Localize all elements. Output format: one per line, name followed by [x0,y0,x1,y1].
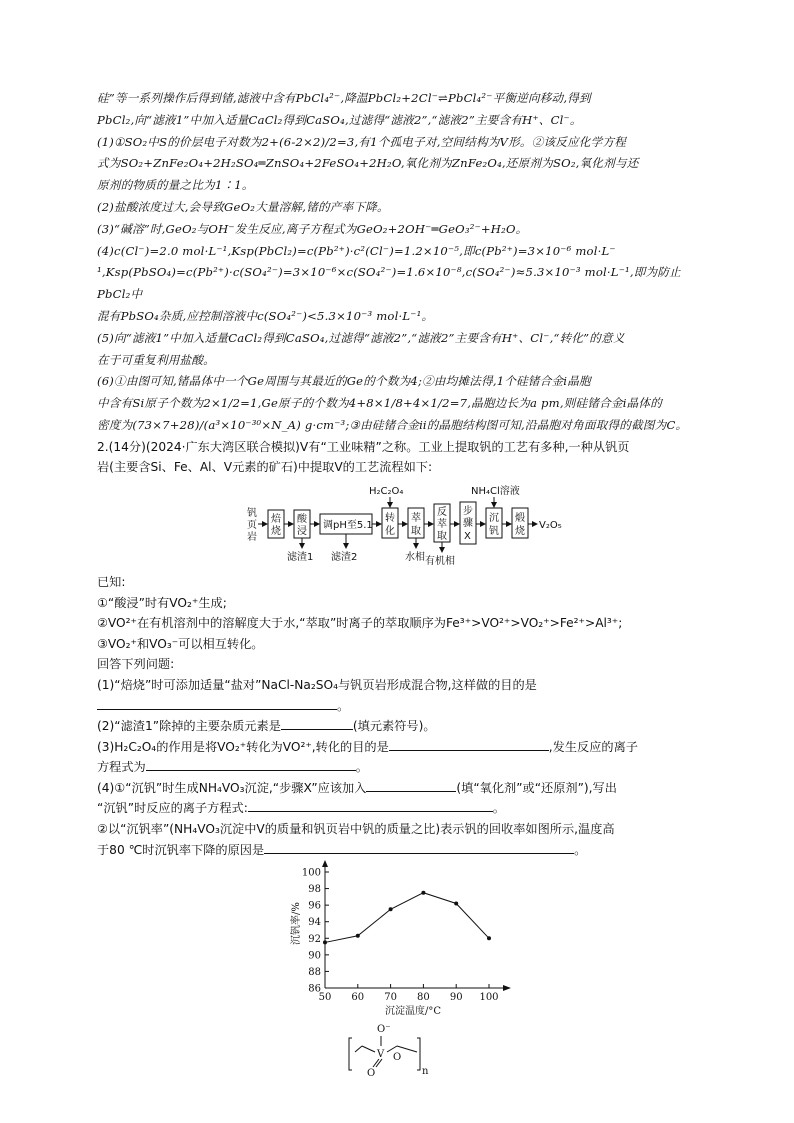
chart-axes [302,860,511,1003]
item-3b: 方程式为 。 [97,760,368,775]
item-3: (3)H₂C₂O₄的作用是将VO₂⁺转化为VO²⁺,转化的目的是 ,发生反应的离子 [97,739,638,754]
item-4b: “沉钒”时反应的离子方程式: 。 [97,801,505,816]
data-point [323,941,327,945]
question-intro: 岩(主要含Si、Fe、Al、V元素的矿石)中提取V的工艺流程如下: [97,460,433,475]
svg-text:煅: 煅 [515,512,525,524]
known-title: 已知: [97,574,126,589]
y-tick-label: 88 [308,967,321,979]
svg-text:调pH至5.1: 调pH至5.1 [323,519,373,531]
data-point [389,908,393,912]
solution-line: (4)c(Cl⁻)=2.0 mol·L⁻¹,Ksp(PbCl₂)=c(Pb²⁺)·c²(Cl⁻)=1.2×10⁻⁵,即c(Pb²⁺)=3×10⁻⁶ mol·L⁻ [97,243,616,258]
chart-svg [97,860,697,1120]
solution-line: (5)向“滤液1”中加入适量CaCl₂得到CaSO₄,过滤得“滤液2”,“滤液2”主要含有H⁺、Cl⁻,“转化”的意义 [97,330,625,345]
solution-line: (1)①SO₂中S的价层电子对数为2+(6-2×2)/2=3,有1个孤电子对,空间结构为V形。②该反应化学方程 [97,134,627,149]
flow-reagent: NH₄Cl溶液 [471,485,520,497]
y-axis-arrow [322,860,328,867]
solution-line: 硅”等一系列操作后得到锗,滤液中含有PbCl₄²⁻,降温PbCl₂+2Cl⁻⇌PbCl₄²⁻平衡逆向移动,得到 [97,91,591,105]
svg-text:萃: 萃 [437,518,447,530]
answer-blank[interactable] [264,841,574,854]
solution-line: 中含有Si原子个数为2×1/2=1,Ge原子的个数为4+8×1/8+4×1/2=7,晶胞边长为a pm,则硅锗合金ⅰ晶体的 [97,396,663,411]
svg-text:转: 转 [385,512,395,524]
question-intro: 2.(14分)(2024·广东大湾区联合模拟)V有“工业味精”之称。工业上提取钒的工艺有多种,一种从钒页 [97,439,630,454]
svg-text:浸: 浸 [297,525,307,537]
ask-title: 回答下列问题: [97,657,175,672]
solution-text [97,88,697,437]
y-tick-label: 86 [308,983,321,995]
flow-input-char: 岩 [247,531,257,543]
svg-text:萃: 萃 [411,512,421,524]
svg-text:酸: 酸 [297,513,307,525]
flow-input-char: 钒 [247,507,257,519]
solution-line: 密度为(73×7+28)/(a³×10⁻³⁰×N_A) g·cm⁻³;③由硅锗合金ⅱ的晶胞结构图可知,沿晶胞对角面取得的截图为C。 [97,417,688,432]
flow-output: 滤渣2 [331,551,358,563]
solution-line: ¹,Ksp(PbSO₄)=c(Pb²⁺)·c(SO₄²⁻)=3×10⁻⁶×c(SO₄²⁻)=1.6×10⁻⁸,c(SO₄²⁻)≈5.3×10⁻³ mol·L⁻¹,即为防止PbCl₂中 [97,265,681,302]
svg-text:钒: 钒 [489,525,499,537]
structure-label: O [367,1068,376,1080]
y-tick-label: 100 [301,867,321,879]
flow-step-label: 焙 [271,513,281,525]
solution-line: PbCl₂,向“滤液1”中加入适量CaCl₂得到CaSO₄,过滤得“滤液2”,“滤液2”主要含有H⁺、Cl⁻。 [97,112,582,127]
structure-label: V [377,1049,385,1061]
svg-text:沉: 沉 [489,512,499,524]
item-4d: 于80 ℃时沉钒率下降的原因是 。 [97,842,587,857]
known-item: ①“酸浸”时有VO₂⁺生成; [97,595,227,610]
svg-text:化: 化 [385,525,395,537]
y-tick-label: 94 [308,917,321,929]
precipitation-rate-chart [97,860,697,1120]
data-point [487,937,491,941]
chart-series [323,891,491,945]
answer-blank[interactable] [366,779,456,792]
x-axis-arrow [503,985,511,991]
known-item: ②VO²⁺在有机溶剂中的溶解度大于水,“萃取”时离子的萃取顺序为Fe³⁺>VO²⁺>VO₂⁺>Fe²⁺>Al³⁺; [97,616,623,631]
series-line [325,893,489,943]
known-item: ③VO₂⁺和VO₃⁻可以相互转化。 [97,636,264,651]
svg-text:烧: 烧 [515,525,525,537]
flow-output: 滤渣1 [287,551,314,563]
data-point [356,934,360,938]
polymer-structure [349,1024,429,1079]
x-tick-label: 90 [449,992,463,1004]
svg-text:步: 步 [463,505,473,517]
data-point [454,902,458,906]
y-axis-label: 沉钒率/% [291,902,302,946]
page-content [97,88,697,1120]
item-2: (2)“滤渣1”除掉的主要杂质元素是 (填元素符号)。 [97,719,436,734]
y-tick-label: 98 [308,884,321,896]
solution-line: (3)“碱溶”时,GeO₂与OH⁻发生反应,离子方程式为GeO₂+2OH⁻═GeO₃²⁻+H₂O。 [97,221,528,236]
flow-reagent: H₂C₂O₄ [369,485,404,497]
x-axis-label: 沉淀温度/°C [384,1006,442,1018]
item-1-answer: 。 [97,696,697,717]
data-point [421,891,425,895]
process-flow-diagram [97,480,697,566]
item-1: (1)“焙烧”时可添加适量“盐对”NaCl-Na₂SO₄与钒页岩形成混合物,这样做的目的是 [97,677,537,692]
question-2 [97,437,697,1121]
solution-line: 在于可重复利用盐酸。 [97,352,215,367]
flow-product: V₂O₅ [539,519,562,531]
solution-line: (6)①由图可知,锗晶体中一个Ge周围与其最近的Ge的个数为4;②由均摊法得,1个硅锗合金ⅰ晶胞 [97,374,591,389]
svg-text:反: 反 [437,506,447,518]
y-tick-label: 96 [308,900,321,912]
svg-text:取: 取 [411,525,421,537]
item-4: (4)①“沉钒”时生成NH₄VO₃沉淀,“步骤X”应该加入 (填“氧化剂”或“还原剂”),写出 [97,780,617,795]
answer-blank[interactable] [248,799,493,812]
solution-line: 式为SO₂+ZnFe₂O₄+2H₂SO₄═ZnSO₄+2FeSO₄+2H₂O,氧化剂为ZnFe₂O₄,还原剂为SO₂,氧化剂与还 [97,156,639,171]
flow-step-label: 烧 [271,525,281,537]
y-tick-label: 92 [308,934,321,946]
structure-label: O [393,1052,402,1064]
svg-text:取: 取 [437,530,447,542]
x-tick-label: 70 [384,992,397,1004]
answer-blank[interactable] [97,697,337,710]
x-tick-label: 60 [351,992,365,1004]
svg-text:骤: 骤 [463,517,473,529]
flow-output: 水相 [405,551,425,563]
structure-label: n [422,1066,429,1078]
flow-output: 有机相 [425,555,455,566]
x-tick-label: 100 [479,992,499,1004]
solution-line: 原剂的物质的量之比为1∶1。 [97,178,254,193]
svg-text:X: X [464,530,471,542]
x-tick-label: 50 [318,992,332,1004]
y-tick-label: 90 [308,950,321,962]
item-4c: ②以“沉钒率”(NH₄VO₃沉淀中V的质量和钒页岩中钒的质量之比)表示钒的回收率如图所示,温度高 [97,822,615,837]
flow-input-char: 页 [247,519,257,531]
solution-line: 混有PbSO₄杂质,应控制溶液中c(SO₄²⁻)<5.3×10⁻³ mol·L⁻¹。 [97,308,434,323]
flow-svg [97,480,697,566]
answer-blank[interactable] [146,758,356,771]
answer-blank[interactable] [281,717,353,730]
x-tick-label: 80 [417,992,430,1004]
answer-blank[interactable] [389,738,549,751]
solution-line: (2)盐酸浓度过大,会导致GeO₂大量溶解,锗的产率下降。 [97,199,389,214]
structure-label: O⁻ [377,1024,391,1036]
